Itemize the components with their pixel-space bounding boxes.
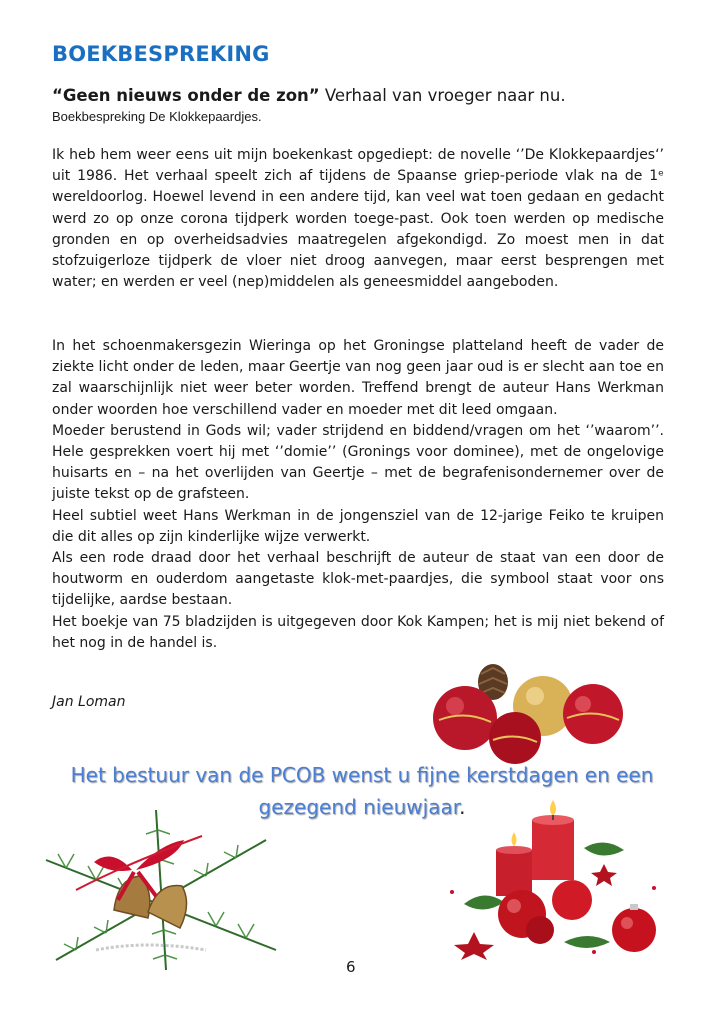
article-subline: Boekbespreking De Klokkepaardjes. xyxy=(52,109,262,124)
author-signature: Jan Loman xyxy=(52,694,126,710)
pine-branch-bells-image xyxy=(36,800,286,975)
subtitle-quote: “Geen nieuws onder de zon” xyxy=(52,86,320,105)
paragraph-intro: Ik heb hem weer eens uit mijn boekenkast opgediept: de novelle ‘’De Klokkepaardjes‘’ uit 1986. Het verhaal speelt zich af tijdens de Spaanse griep-periode vlak na de 1ᵉ wereldoorlog. Hoewel levend in een andere tijd, kan veel wat toen gedaan en gedacht werd zo op onze corona tijdperk worden toege-past. Ook toen werden op medische gronden en op overheidsadvies maatregelen afgekondigd. Zo moest men in dat stofzuigerloze tijdperk de vloer niet droog aanvegen, maar eerst besprengen met water; en werden er veel (nep)middelen als geneesmiddel aangeboden. xyxy=(52,147,664,291)
subtitle-rest: Verhaal van vroeger naar nu. xyxy=(319,86,566,105)
page-number: 6 xyxy=(346,958,356,976)
christmas-baubles-image xyxy=(425,662,631,750)
paragraph: Het boekje van 75 bladzijden is uitgegeven door Kok Kampen; het is mij niet bekend of het nog in de handel is. xyxy=(52,613,664,651)
paragraph: In het schoenmakersgezin Wieringa op het Groningse platteland heeft de vader de ziekte licht onder de leden, maar Geertje van nog geen jaar oud is er slecht aan toe en zal waarschijnlijk niet weer beter worden. Treffend brengt de auteur Hans Werkman onder woorden hoe verschillend vader en moeder met dit leed omgaan. xyxy=(52,338,664,418)
article-subtitle xyxy=(52,86,566,105)
greeting-period: . xyxy=(459,795,466,819)
greeting-line-1: Het bestuur van de PCOB wenst u fijne kerstdagen en een xyxy=(70,763,654,787)
star-icon xyxy=(591,864,617,886)
star-icon xyxy=(454,932,494,960)
page-title: BOEKBESPREKING xyxy=(52,42,270,66)
paragraph: Heel subtiel weet Hans Werkman in de jongensziel van de 12-jarige Feiko te kruipen die dit alles op zijn kinderlijke wijze verwerkt. xyxy=(52,507,664,545)
greeting-line-2-text: gezegend nieuwjaar xyxy=(258,795,460,819)
article-body xyxy=(52,336,664,654)
candle-icon xyxy=(496,832,532,896)
paragraph: Moeder berustend in Gods wil; vader strijdend en biddend/vragen om het ‘’waarom’’. Hele gesprekken voert hij met ‘’domie’’ (Gronings voor dominee), met de ongelovige huisarts en – na het overlijden van Geertje – met de begrafenisondernemer over de juiste tekst op de grafsteen. xyxy=(52,422,664,503)
candle-icon xyxy=(532,800,574,880)
paragraph: Als een rode draad door het verhaal beschrijft de auteur de staat van een door de houtworm en ouderdom aangetaste klok-met-paardjes, die symbool staat voor ons tijdelijke, aardse bestaan. xyxy=(52,550,664,609)
candle-ornaments-image xyxy=(444,792,674,960)
